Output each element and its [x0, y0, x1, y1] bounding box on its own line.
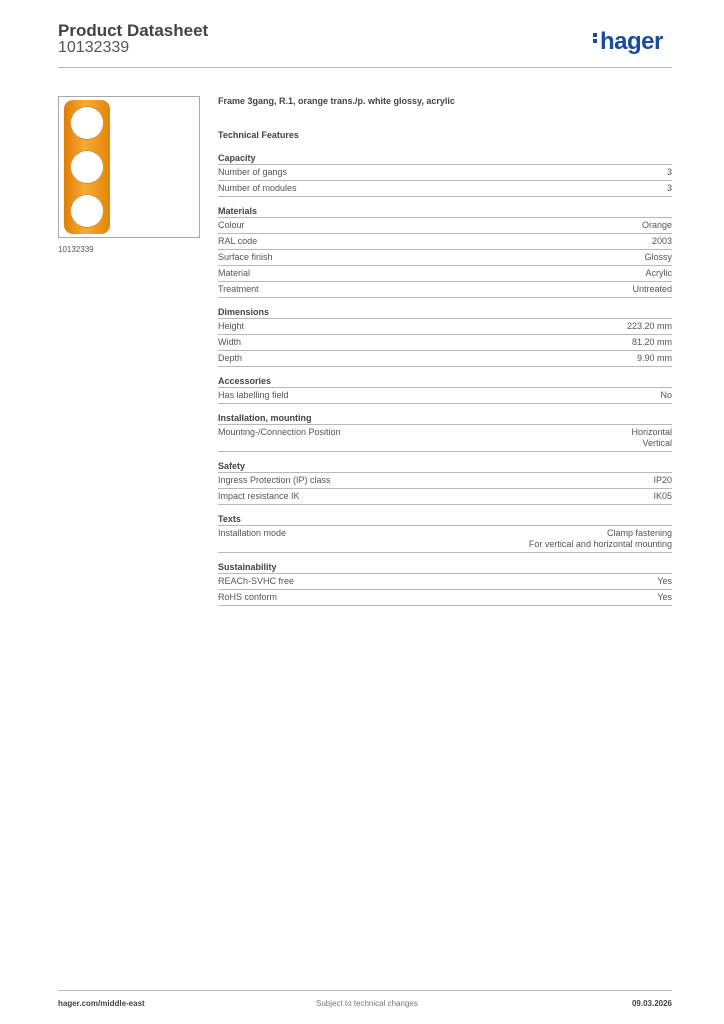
spec-row — [218, 167, 672, 181]
spec-label: Installation mode — [218, 528, 287, 538]
spec-value-line: 223.20 mm — [626, 321, 672, 331]
spec-row — [218, 353, 672, 367]
section-title: Sustainability — [218, 562, 672, 574]
spec-row — [218, 337, 672, 351]
footer-divider — [58, 990, 672, 991]
section-title: Dimensions — [218, 307, 672, 319]
section-title: Accessories — [218, 376, 672, 388]
spec-value — [644, 252, 672, 263]
hager-logo — [593, 28, 663, 56]
spec-row — [218, 576, 672, 590]
spec-value — [632, 337, 672, 348]
spec-label: Surface finish — [218, 252, 273, 262]
spec-row — [218, 427, 672, 452]
spec-value — [631, 427, 672, 449]
spec-label: Has labelling field — [218, 390, 289, 400]
spec-value-line: 3 — [666, 167, 672, 177]
spec-value — [657, 576, 672, 587]
spec-value-line: Clamp fastening — [606, 528, 672, 538]
section-title: Materials — [218, 206, 672, 218]
spec-label: RoHS conform — [218, 592, 278, 602]
footer-website: hager.com/middle-east — [58, 999, 145, 1008]
section-title: Capacity — [218, 153, 672, 165]
section-title: Installation, mounting — [218, 413, 672, 425]
footer-date: 09.03.2026 — [631, 999, 672, 1008]
spec-label: Number of gangs — [218, 167, 288, 177]
logo-dots-icon — [593, 33, 598, 45]
section-title: Texts — [218, 514, 672, 526]
spec-value — [660, 390, 672, 401]
spec-row — [218, 491, 672, 505]
spec-row — [218, 268, 672, 282]
spec-value-line: Glossy — [644, 252, 672, 262]
header-divider — [58, 67, 672, 68]
spec-value — [632, 284, 672, 295]
spec-label: Height — [218, 321, 245, 331]
logo-text: hager — [600, 28, 663, 55]
product-title: Frame 3gang, R.1, orange trans./p. white glossy, acrylic — [218, 96, 455, 106]
spec-value — [667, 167, 672, 178]
frame-opening — [70, 150, 104, 184]
spec-row — [218, 592, 672, 606]
spec-section — [218, 514, 672, 553]
spec-row — [218, 220, 672, 234]
product-image — [58, 96, 200, 238]
spec-value — [657, 592, 672, 603]
footer-note: Subject to technical changes — [316, 999, 418, 1008]
spec-value-line: IP20 — [653, 475, 672, 485]
spec-row — [218, 284, 672, 298]
spec-sections — [218, 153, 672, 606]
spec-label: Impact resistance IK — [218, 491, 300, 501]
spec-value-line: 81.20 mm — [631, 337, 672, 347]
spec-row — [218, 390, 672, 404]
spec-value-line: Untreated — [632, 284, 672, 294]
spec-value — [653, 475, 672, 486]
spec-value — [652, 236, 672, 247]
spec-section — [218, 413, 672, 452]
spec-value-line: Yes — [657, 576, 672, 586]
spec-section — [218, 307, 672, 367]
spec-value — [667, 183, 672, 194]
page-title: Product Datasheet — [58, 21, 209, 40]
spec-label: Colour — [218, 220, 245, 230]
technical-features-heading: Technical Features — [218, 130, 299, 140]
spec-label: Width — [218, 337, 242, 347]
spec-label: Mounting-/Connection Position — [218, 427, 341, 437]
frame-3gang-image — [64, 100, 110, 234]
spec-section — [218, 206, 672, 298]
spec-label: Material — [218, 268, 251, 278]
spec-value-line: For vertical and horizontal mounting — [528, 539, 672, 549]
spec-section — [218, 461, 672, 505]
spec-value-line: Horizontal — [631, 427, 672, 437]
spec-row — [218, 528, 672, 553]
spec-value-line: Orange — [641, 220, 672, 230]
spec-section — [218, 153, 672, 197]
spec-value-line: Vertical — [642, 438, 672, 448]
spec-row — [218, 321, 672, 335]
product-code: 10132339 — [58, 39, 130, 56]
spec-value-line: No — [660, 390, 672, 400]
spec-row — [218, 252, 672, 266]
spec-value-line: Yes — [657, 592, 672, 602]
spec-row — [218, 475, 672, 489]
spec-label: REACh-SVHC free — [218, 576, 295, 586]
frame-opening — [70, 106, 104, 140]
spec-value-line: 9.90 mm — [636, 353, 672, 363]
spec-row — [218, 236, 672, 250]
spec-label: Ingress Protection (IP) class — [218, 475, 331, 485]
spec-row — [218, 183, 672, 197]
image-caption: 10132339 — [58, 245, 94, 254]
spec-value — [627, 321, 672, 332]
spec-value-line: Acrylic — [645, 268, 672, 278]
spec-value-line: IK05 — [653, 491, 672, 501]
spec-value-line: 3 — [666, 183, 672, 193]
spec-value — [637, 353, 672, 364]
section-title: Safety — [218, 461, 672, 473]
spec-label: Treatment — [218, 284, 259, 294]
spec-content — [218, 96, 672, 615]
spec-value — [653, 491, 672, 502]
spec-section — [218, 562, 672, 606]
spec-value — [646, 268, 673, 279]
spec-label: RAL code — [218, 236, 258, 246]
spec-value — [642, 220, 672, 231]
spec-value — [529, 528, 672, 550]
spec-section — [218, 376, 672, 404]
spec-value-line: 2003 — [651, 236, 672, 246]
spec-label: Depth — [218, 353, 243, 363]
frame-opening — [70, 194, 104, 228]
spec-label: Number of modules — [218, 183, 297, 193]
